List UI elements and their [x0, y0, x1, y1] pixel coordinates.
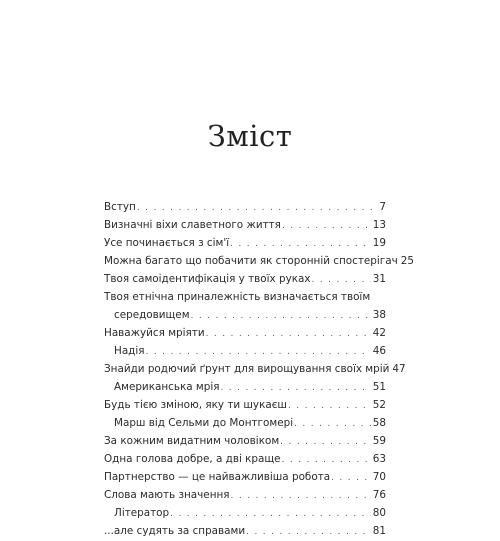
toc-entry-title: Будь тією зміною, яку ти шукаєш — [104, 399, 287, 411]
dot-leader — [191, 307, 371, 325]
toc-entry-title: Літератор — [114, 507, 170, 519]
dot-leader — [280, 433, 371, 451]
dot-leader — [282, 217, 371, 235]
toc-entry — [104, 468, 386, 486]
dot-leader — [230, 235, 371, 253]
toc-entry-title: Твоя етнічна приналежність визначається твоїм — [104, 291, 371, 303]
toc-entry-page: 70 — [372, 471, 386, 483]
toc-entry-title: Марш від Сельми до Монтгомері — [114, 417, 294, 429]
toc-entry-page: 42 — [372, 327, 386, 339]
toc-entry-title: Можна багато що побачити як сторонній спостерігач — [104, 255, 398, 267]
toc-entry-page: 63 — [372, 453, 386, 465]
toc-subentry — [104, 414, 386, 432]
toc-entry — [104, 288, 386, 306]
dot-leader — [137, 199, 378, 217]
toc-entry-title: За кожним видатним чоловіком — [104, 435, 280, 447]
toc-entry-title: Вступ — [104, 201, 136, 213]
toc-subentry — [104, 504, 386, 522]
dot-leader — [288, 397, 371, 415]
toc-entry-page: 38 — [372, 309, 386, 321]
toc-entry — [104, 360, 406, 378]
toc-entry — [104, 522, 386, 540]
toc-subentry — [104, 378, 386, 396]
page-title: Зміст — [207, 119, 293, 153]
toc-entry-title: Твоя самоідентифікація у твоїх руках — [104, 273, 311, 285]
toc-entry-page: 25 — [400, 255, 414, 267]
dot-leader — [331, 469, 371, 487]
dot-leader — [312, 271, 371, 289]
toc-entry-title: Наважуйся мріяти — [104, 327, 205, 339]
toc-entry — [104, 396, 386, 414]
toc-entry-title: Знайди родючий ґрунт для вирощування своїх мрій — [104, 363, 390, 375]
dot-leader — [220, 379, 370, 397]
toc-entry-page: 76 — [372, 489, 386, 501]
toc-entry-title: Надія — [114, 345, 145, 357]
toc-entry — [104, 432, 386, 450]
dot-leader — [231, 487, 371, 505]
dot-leader — [246, 523, 371, 541]
table-of-contents — [104, 198, 414, 540]
toc-entry — [104, 252, 414, 270]
toc-entry-title: Американська мрія — [114, 381, 220, 393]
toc-entry — [104, 450, 386, 468]
toc-entry-page: 81 — [372, 525, 386, 537]
dot-leader — [206, 325, 371, 343]
toc-entry-page: 46 — [372, 345, 386, 357]
toc-entry-title: Слова мають значення — [104, 489, 230, 501]
toc-entry-title: Усе починається з сім'ї — [104, 237, 230, 249]
toc-entry-title: Визначні віхи славетного життя — [104, 219, 281, 231]
dot-leader — [282, 451, 371, 469]
dot-leader — [146, 343, 371, 361]
toc-entry — [104, 198, 386, 216]
toc-entry-page: 19 — [372, 237, 386, 249]
toc-entry — [104, 486, 386, 504]
toc-entry — [104, 270, 386, 288]
toc-entry — [104, 324, 386, 342]
toc-entry-page: 51 — [372, 381, 386, 393]
toc-entry — [104, 234, 386, 252]
toc-entry-title: Одна голова добре, а дві краще — [104, 453, 281, 465]
dot-leader — [294, 415, 371, 433]
toc-entry-page: 52 — [372, 399, 386, 411]
toc-entry-page: 59 — [372, 435, 386, 447]
toc-entry-continuation — [104, 306, 386, 324]
toc-entry-page: 31 — [372, 273, 386, 285]
toc-entry-page: 7 — [379, 201, 386, 213]
dot-leader — [170, 505, 371, 523]
toc-entry-title: Партнерство — це найважливіша робота — [104, 471, 331, 483]
toc-entry-title: середовищем — [114, 309, 190, 321]
toc-entry-title: ...але судять за справами — [104, 525, 246, 537]
toc-entry-page: 13 — [372, 219, 386, 231]
toc-entry — [104, 216, 386, 234]
toc-entry-page: 80 — [372, 507, 386, 519]
toc-entry-page: 58 — [372, 417, 386, 429]
toc-entry-page: 47 — [392, 363, 406, 375]
toc-subentry — [104, 342, 386, 360]
